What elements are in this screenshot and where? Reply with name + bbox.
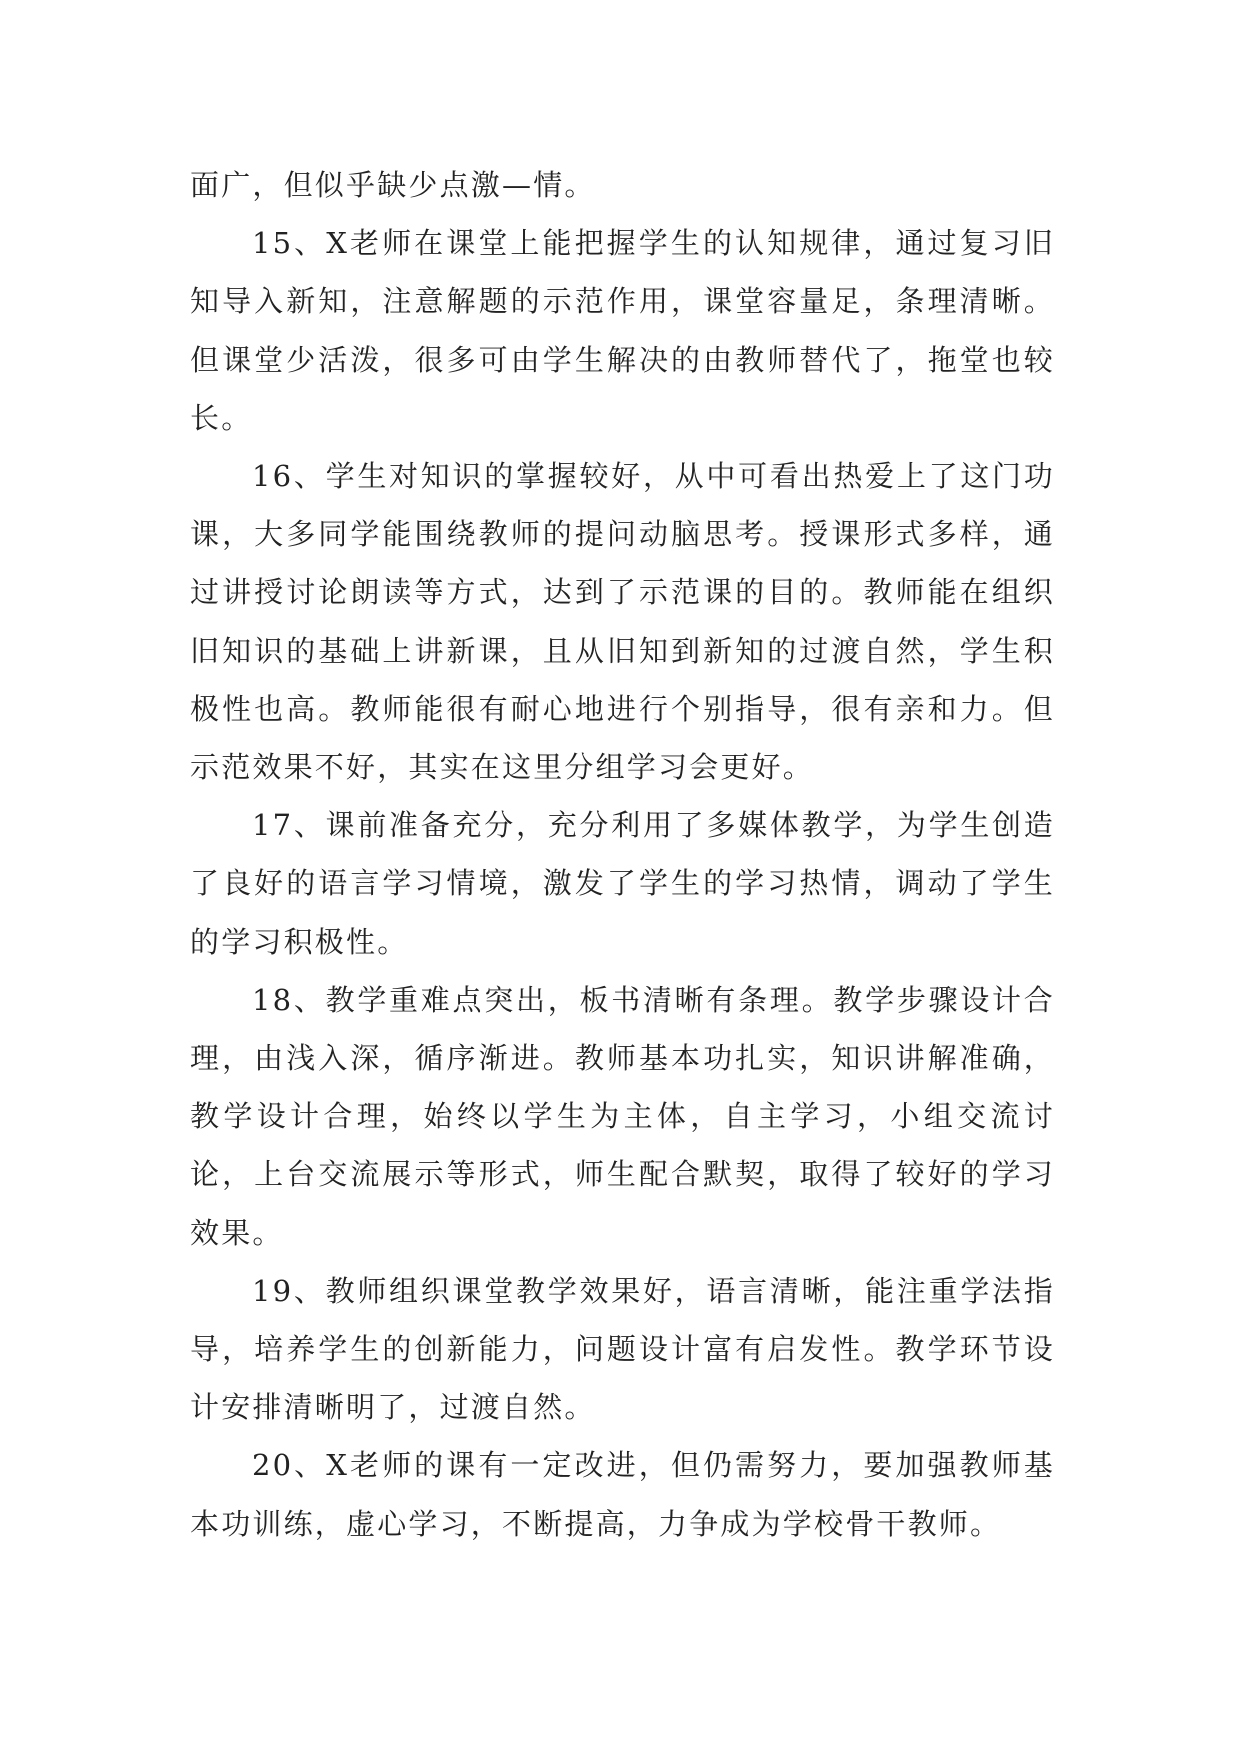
document-body	[190, 156, 1055, 1553]
paragraph-continuation: 面广，但似乎缺少点激—情。	[190, 168, 596, 202]
paragraph-17: 17、课前准备充分，充分利用了多媒体教学，为学生创造了良好的语言学习情境，激发了学生的学习热情，调动了学生的学习积极性。	[190, 808, 1055, 959]
paragraph-18: 18、教学重难点突出，板书清晰有条理。教学步骤设计合理，由浅入深，循序渐进。教师基本功扎实，知识讲解准确，教学设计合理，始终以学生为主体，自主学习，小组交流讨论，上台交流展示等形式，师生配合默契，取得了较好的学习效果。	[190, 982, 1055, 1250]
paragraph-16: 16、学生对知识的掌握较好，从中可看出热爱上了这门功课，大多同学能围绕教师的提问动脑思考。授课形式多样，通过讲授讨论朗读等方式，达到了示范课的目的。教师能在组织旧知识的基础上讲新课，且从旧知到新知的过渡自然，学生积极性也高。教师能很有耐心地进行个别指导，很有亲和力。但示范效果不好，其实在这里分组学习会更好。	[190, 459, 1055, 785]
paragraph-19: 19、教师组织课堂教学效果好，语言清晰，能注重学法指导，培养学生的创新能力，问题设计富有启发性。教学环节设计安排清晰明了，过渡自然。	[190, 1273, 1055, 1425]
paragraph-20: 20、X老师的课有一定改进，但仍需努力，要加强教师基本功训练，虚心学习，不断提高，力争成为学校骨干教师。	[190, 1448, 1055, 1541]
paragraph-15: 15、X老师在课堂上能把握学生的认知规律，通过复习旧知导入新知，注意解题的示范作用，课堂容量足，条理清晰。但课堂少活泼，很多可由学生解决的由教师替代了，拖堂也较长。	[190, 226, 1055, 435]
